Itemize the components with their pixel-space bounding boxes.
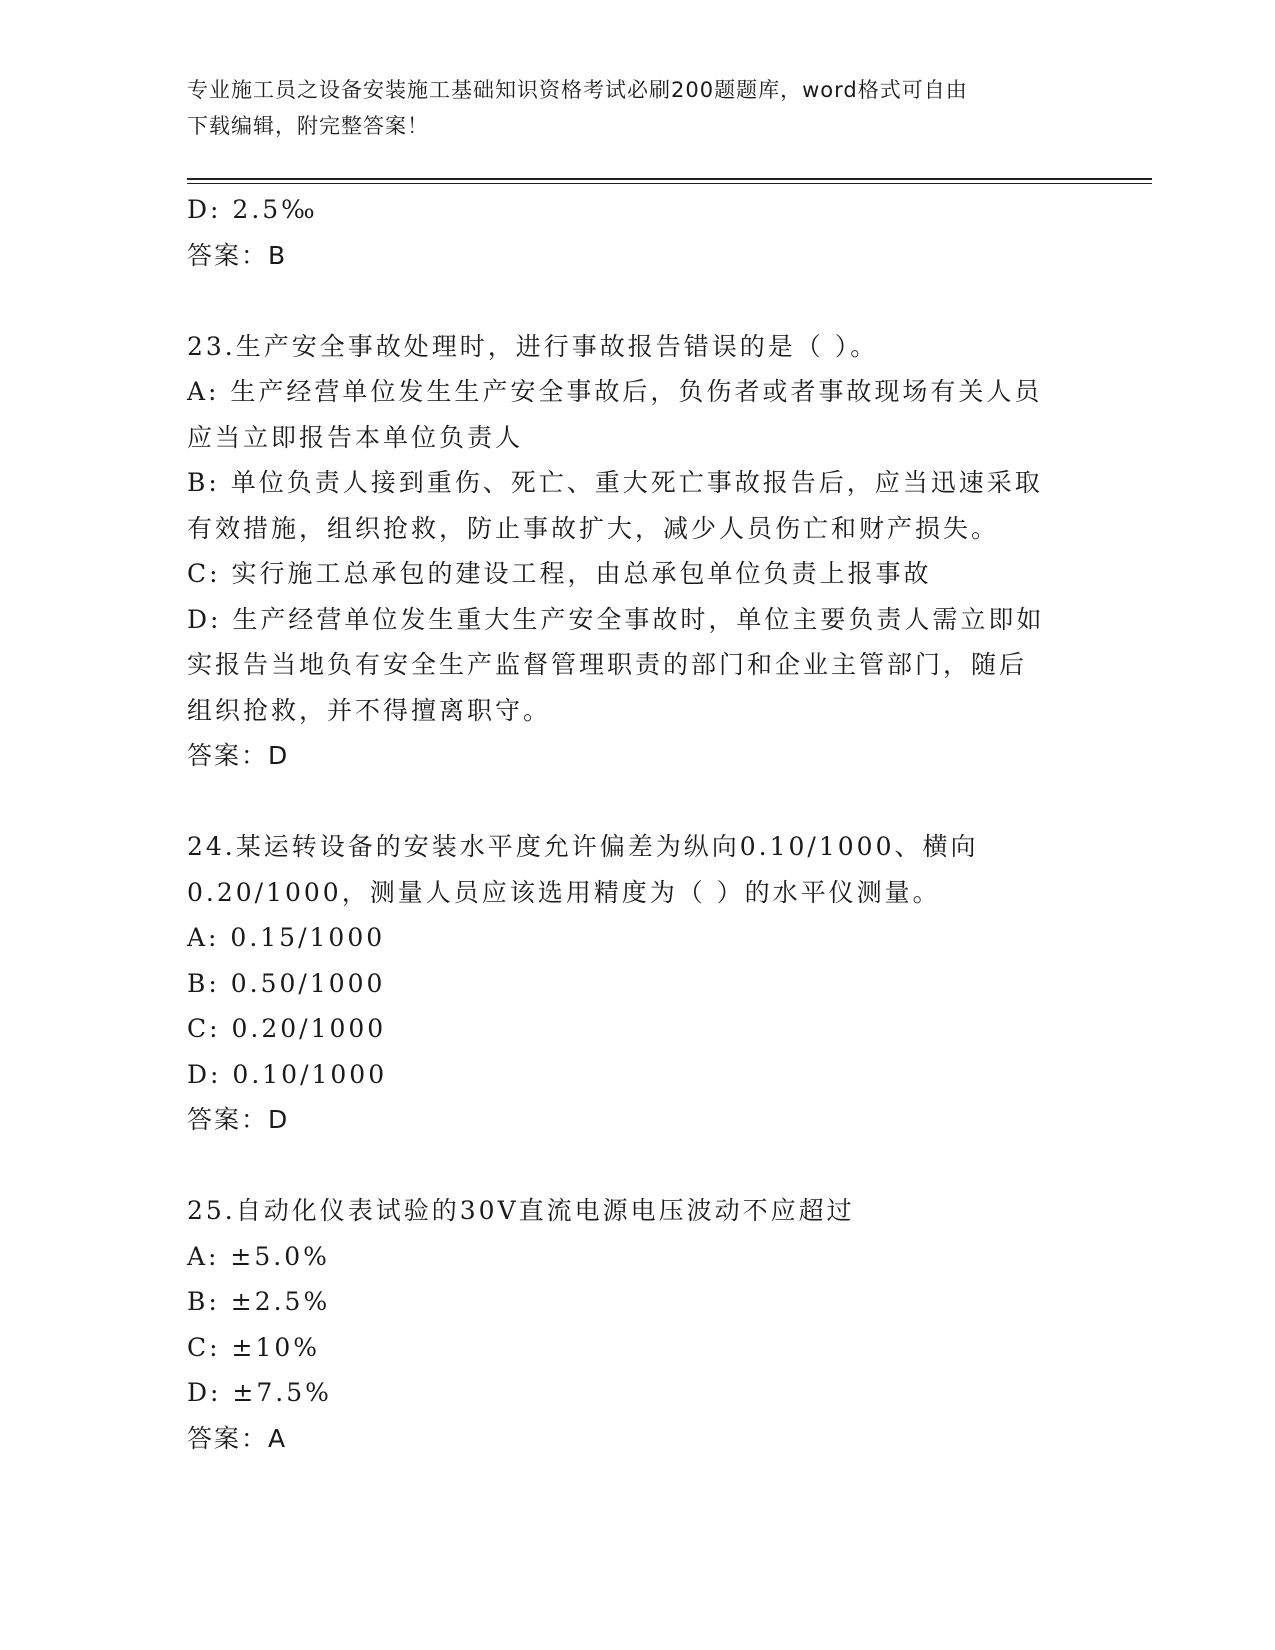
q24-stem-line1: 24.某运转设备的安装水平度允许偏差为纵向0.10/1000、横向 <box>187 832 979 861</box>
q25-stem: 25.自动化仪表试验的30V直流电源电压波动不应超过 <box>187 1196 855 1225</box>
header-divider-thin <box>187 183 1152 184</box>
q23-answer: 答案：D <box>187 741 290 770</box>
q25-option-a: A: ±5.0% <box>187 1241 330 1271</box>
q25-option-b: B: ±2.5% <box>187 1287 331 1316</box>
q23-option-c: C: 实行施工总承包的建设工程，由总承包单位负责上报事故 <box>187 559 932 588</box>
spacer <box>187 1143 1087 1189</box>
q24-answer: 答案：D <box>187 1105 290 1134</box>
question-25 <box>187 1188 1087 1461</box>
spacer <box>187 779 1087 825</box>
q23-option-d-line1: D: 生产经营单位发生重大生产安全事故时，单位主要负责人需立即如 <box>187 604 1045 634</box>
q25-answer: 答案：A <box>187 1423 288 1453</box>
header-divider-thick <box>187 178 1152 180</box>
q23-option-a-line2: 应当立即报告本单位负责人 <box>187 422 524 452</box>
page-header <box>187 72 1087 144</box>
question-content <box>187 187 1087 1461</box>
prev-answer: 答案：B <box>187 240 288 270</box>
q25-option-c: C: ±10% <box>187 1332 321 1362</box>
q25-option-d: D: ±7.5% <box>187 1378 332 1407</box>
spacer <box>187 278 1087 324</box>
q23-option-b-line2: 有效措施，组织抢救，防止事故扩大，减少人员伤亡和财产损失。 <box>187 513 1000 543</box>
q24-option-b: B: 0.50/1000 <box>187 968 386 998</box>
q23-option-d-line2: 实报告当地负有安全生产监督管理职责的部门和企业主管部门，随后 <box>187 650 1028 679</box>
question-23 <box>187 324 1087 779</box>
q24-stem-line2: 0.20/1000，测量人员应该选用精度为（ ）的水平仪测量。 <box>187 877 941 907</box>
header-line-1: 专业施工员之设备安装施工基础知识资格考试必刷200题题库，word格式可自由 <box>187 78 968 102</box>
question-24 <box>187 824 1087 1143</box>
prev-option-d: D: 2.5‰ <box>187 195 318 224</box>
q24-option-a: A: 0.15/1000 <box>187 923 386 952</box>
q23-stem: 23.生产安全事故处理时，进行事故报告错误的是（ ）。 <box>187 331 879 361</box>
q23-option-a-line1: A: 生产经营单位发生生产安全事故后，负伤者或者事故现场有关人员 <box>187 377 1043 406</box>
q23-option-d-line3: 组织抢救，并不得擅离职守。 <box>187 695 552 725</box>
q24-option-c: C: 0.20/1000 <box>187 1014 387 1043</box>
q24-option-d: D: 0.10/1000 <box>187 1059 388 1089</box>
q23-option-b-line1: B: 单位负责人接到重伤、死亡、重大死亡事故报告后，应当迅速采取 <box>187 468 1043 497</box>
header-line-2: 下载编辑，附完整答案！ <box>187 114 429 138</box>
